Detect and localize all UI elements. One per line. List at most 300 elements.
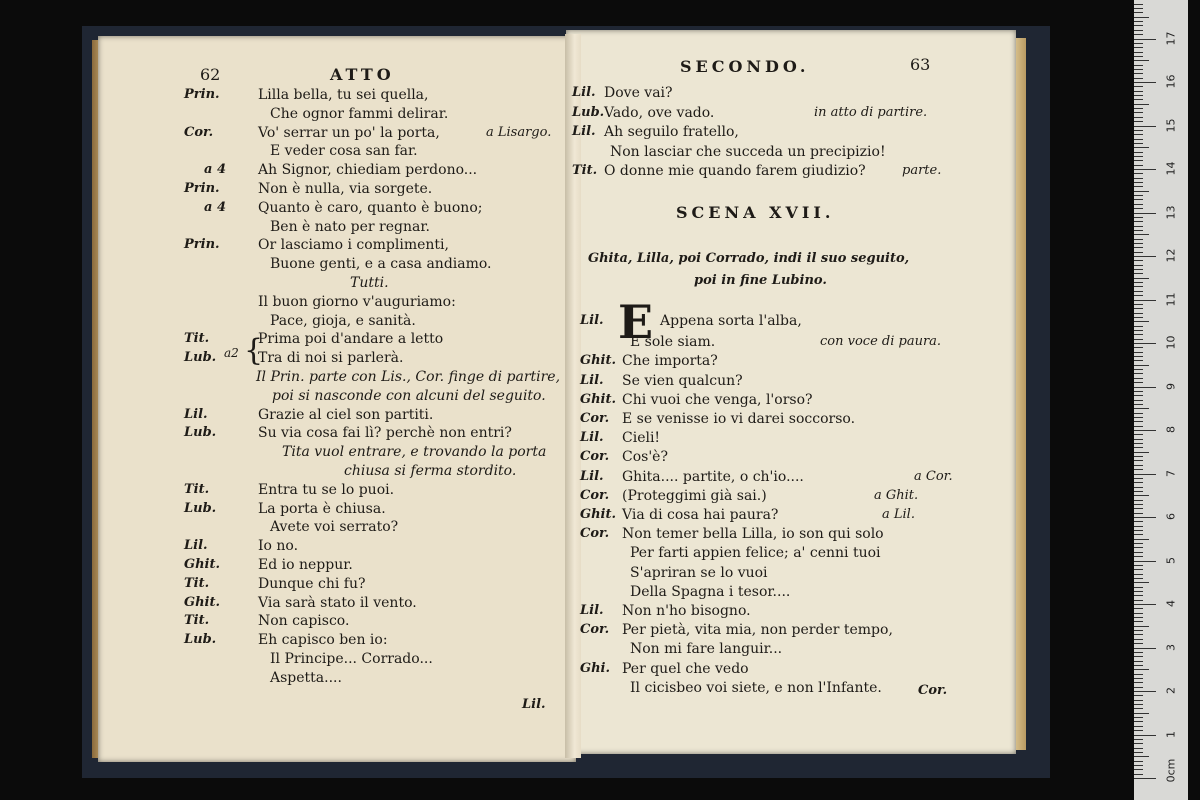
ruler-tick (1134, 143, 1143, 144)
ruler-tick (1134, 430, 1156, 431)
ruler-tick (1134, 704, 1143, 705)
ruler-tick (1134, 230, 1143, 231)
ruler-tick (1134, 595, 1143, 596)
verse-line: Quanto è caro, quanto è buono; (258, 199, 483, 216)
verse-line: Per farti appien felice; a' cenni tuoi (630, 545, 881, 562)
ruler-tick (1134, 739, 1143, 740)
ruler-tick (1134, 56, 1143, 57)
verse-line: Ben è nato per regnar. (270, 218, 430, 235)
drop-cap-letter: E (618, 295, 654, 349)
ruler-number: 5 (1164, 556, 1178, 564)
ruler-tick (1134, 339, 1143, 340)
ruler-tick (1134, 17, 1149, 18)
verse-line: (Proteggimi già sai.) (622, 487, 767, 504)
ruler-tick (1134, 743, 1143, 744)
verse-line: Entra tu se lo puoi. (258, 481, 395, 498)
ruler-tick (1134, 330, 1143, 331)
ruler-tick (1134, 256, 1156, 257)
ruler-tick (1134, 134, 1143, 135)
verse-line: poi si nasconde con alcuni del seguito. (272, 387, 546, 404)
speaker-label: Lil. (580, 468, 604, 484)
ruler-tick (1134, 491, 1143, 492)
ruler-tick (1134, 165, 1143, 166)
ruler-tick (1134, 387, 1156, 388)
ruler-tick (1134, 408, 1149, 409)
verse-line: Per quel che vedo (622, 660, 749, 677)
ruler-tick (1134, 469, 1143, 470)
ruler-tick (1134, 365, 1149, 366)
ruler-tick (1134, 273, 1143, 274)
ruler-tick (1134, 474, 1156, 475)
verse-line: Pace, gioja, e sanità. (270, 312, 416, 329)
ruler-tick (1134, 447, 1143, 448)
ruler-tick (1134, 774, 1143, 775)
ruler-tick (1134, 39, 1156, 40)
ruler-tick (1134, 291, 1143, 292)
ruler-tick (1134, 43, 1143, 44)
ruler-tick (1134, 247, 1143, 248)
ruler-tick (1134, 308, 1143, 309)
ruler-tick (1134, 152, 1143, 153)
ruler-tick (1134, 356, 1143, 357)
ruler-tick (1134, 669, 1149, 670)
ruler-tick (1134, 526, 1143, 527)
ruler-tick (1134, 695, 1143, 696)
ruler-tick (1134, 334, 1143, 335)
speaker-label: Tit. (184, 481, 210, 497)
speaker-label: Ghit. (184, 557, 221, 572)
left-catchword: Lil. (522, 697, 546, 712)
ruler-tick (1134, 147, 1149, 148)
speaker-label: Cor. (580, 411, 610, 426)
verse-line: Tra di noi si parlerà. (258, 350, 404, 367)
speaker-label: Lil. (580, 313, 604, 328)
ruler-tick (1134, 82, 1156, 83)
verse-line: Dove vai? (604, 85, 673, 101)
ruler-tick (1134, 65, 1143, 66)
verse-line: Or lasciamo i complimenti, (258, 237, 449, 254)
ruler-tick (1134, 186, 1143, 187)
speaker-label: Lil. (572, 85, 596, 100)
ruler-tick (1134, 508, 1143, 509)
ruler-tick (1134, 347, 1143, 348)
ruler-tick (1134, 78, 1143, 79)
ruler-tick (1134, 482, 1143, 483)
ruler-tick (1134, 565, 1143, 566)
verse-line: Grazie al ciel son partiti. (258, 406, 434, 423)
ruler-tick (1134, 500, 1143, 501)
ruler-tick (1134, 243, 1143, 244)
verse-line: Io no. (258, 538, 299, 555)
ruler-tick (1134, 173, 1143, 174)
ruler-tick (1134, 556, 1143, 557)
speaker-label: Lub. (184, 500, 217, 516)
ruler-tick (1134, 239, 1143, 240)
ruler-tick (1134, 752, 1143, 753)
ruler-tick (1134, 265, 1143, 266)
ruler-tick (1134, 426, 1143, 427)
stage-direction: con voce di paura. (820, 334, 942, 350)
ruler-tick (1134, 443, 1143, 444)
speaker-label: Ghit. (184, 594, 221, 610)
ruler-tick (1134, 404, 1143, 405)
speaker-label: Tit. (184, 331, 210, 347)
ruler-tick (1134, 521, 1143, 522)
verse-line: Il cicisbeo voi siete, e non l'Infante. (630, 679, 882, 696)
ruler-tick (1134, 221, 1143, 222)
ruler-tick (1134, 313, 1143, 314)
verse-line: Lilla bella, tu sei quella, (258, 87, 429, 103)
ruler-tick (1134, 195, 1143, 196)
ruler-tick (1134, 530, 1143, 531)
ruler-tick (1134, 608, 1143, 609)
speaker-label: Lub. (572, 104, 605, 120)
verse-line: Prima poi d'andare a letto (258, 331, 444, 348)
speaker-label: Cor. (580, 487, 610, 503)
left-page-number: 62 (200, 65, 221, 84)
speaker-label: Ghit. (580, 353, 617, 369)
brace-symbol: { (244, 333, 264, 368)
ruler-tick (1134, 191, 1149, 192)
ruler-tick (1134, 761, 1143, 762)
speaker-label: Cor. (184, 124, 214, 140)
ruler-tick (1134, 95, 1143, 96)
ruler-tick (1134, 626, 1149, 627)
verse-line: Non è nulla, via sorgete. (258, 181, 433, 197)
verse-line: Via sarà stato il vento. (258, 594, 417, 611)
verse-line: Via di cosa hai paura? (622, 507, 779, 523)
ruler-tick (1134, 721, 1143, 722)
ruler-tick (1134, 99, 1143, 100)
ruler-unit-label: 0cm (1164, 758, 1178, 783)
ruler-tick (1134, 382, 1143, 383)
ruler-tick (1134, 569, 1143, 570)
ruler-tick (1134, 126, 1156, 127)
verse-line: Chi vuoi che venga, l'orso? (622, 391, 813, 408)
verse-line: Appena sorta l'alba, (660, 313, 802, 329)
ruler-tick (1134, 574, 1143, 575)
ruler-tick (1134, 369, 1143, 370)
ruler-number: 6 (1164, 513, 1178, 520)
ruler-tick (1134, 400, 1143, 401)
ruler-tick (1134, 765, 1143, 766)
ruler-number: 16 (1164, 74, 1178, 89)
ruler-tick (1134, 69, 1143, 70)
ruler-tick (1134, 613, 1143, 614)
speaker-label: Lil. (184, 406, 208, 422)
ruler-tick (1134, 169, 1156, 170)
ruler-tick (1134, 756, 1149, 757)
ruler-tick (1134, 656, 1143, 657)
ruler-tick (1134, 578, 1143, 579)
ruler-tick (1134, 600, 1143, 601)
ruler-tick (1134, 112, 1143, 113)
verse-line: Per pietà, vita mia, non perder tempo, (622, 622, 893, 639)
ruler-number: 12 (1164, 248, 1178, 263)
ruler-number: 3 (1164, 643, 1178, 651)
scene-description-line-2: poi in fine Lubino. (694, 273, 827, 288)
ruler-tick (1134, 321, 1149, 322)
right-catchword: Cor. (918, 683, 948, 698)
speaker-label: Prin. (184, 87, 220, 102)
ruler-tick (1134, 604, 1156, 605)
ruler-tick (1134, 630, 1143, 631)
ruler-tick (1134, 52, 1143, 53)
ruler-tick (1134, 674, 1143, 675)
ruler-tick (1134, 517, 1156, 518)
ruler-tick (1134, 587, 1143, 588)
ruler-tick (1134, 726, 1143, 727)
verse-line: Il Prin. parte con Lis., Cor. finge di partire, (256, 369, 561, 385)
ruler-tick (1134, 504, 1143, 505)
verse-line: Buone genti, e a casa andiamo. (270, 256, 492, 273)
ruler-tick (1134, 21, 1143, 22)
speaker-label: Lil. (580, 430, 604, 446)
ruler-tick (1134, 182, 1143, 183)
speaker-label: Tit. (184, 613, 210, 629)
ruler-tick (1134, 343, 1156, 344)
ruler-tick (1134, 4, 1143, 5)
ruler-tick (1134, 691, 1156, 692)
ruler-tick (1134, 639, 1143, 640)
ruler-number: 8 (1164, 426, 1178, 433)
ruler-number: 14 (1164, 161, 1178, 176)
verse-line: Cieli! (622, 430, 661, 447)
verse-line: Avete voi serrato? (270, 519, 399, 536)
ruler-tick (1134, 591, 1143, 592)
speaker-label: Tit. (572, 163, 598, 178)
ruler-tick (1134, 326, 1143, 327)
ruler-tick (1134, 652, 1143, 653)
ruler-tick (1134, 513, 1143, 514)
ruler-tick (1134, 391, 1143, 392)
ruler-tick (1134, 199, 1143, 200)
speaker-label: Lil. (572, 124, 596, 139)
verse-line: S'apriran se lo vuoi (630, 564, 768, 581)
ruler-tick (1134, 487, 1143, 488)
ruler-number: 7 (1164, 469, 1178, 477)
verse-line: Non temer bella Lilla, io son qui solo (622, 526, 884, 543)
verse-line: Ah seguilo fratello, (604, 124, 739, 140)
speaker-label: Ghi. (580, 660, 611, 676)
stage-direction: a Cor. (914, 468, 953, 484)
ruler-tick (1134, 778, 1156, 779)
ruler-tick (1134, 360, 1143, 361)
speaker-label: Prin. (184, 181, 220, 196)
verse-line: Non mi fare languir... (630, 641, 783, 658)
ruler-tick (1134, 547, 1143, 548)
ruler-tick (1134, 252, 1143, 253)
speaker-label: Cor. (580, 622, 610, 638)
verse-line: E veder cosa san far. (270, 143, 418, 160)
ruler-tick (1134, 452, 1149, 453)
ruler-tick (1134, 378, 1143, 379)
ruler-number: 2 (1164, 687, 1178, 694)
ruler-tick (1134, 643, 1143, 644)
ruler-number: 11 (1164, 292, 1178, 306)
ruler-tick (1134, 634, 1143, 635)
ruler-tick (1134, 295, 1143, 296)
verse-line: Se vien qualcun? (622, 372, 743, 389)
ruler-tick (1134, 91, 1143, 92)
ruler-tick (1134, 282, 1143, 283)
ruler-tick (1134, 413, 1143, 414)
ruler-tick (1134, 304, 1143, 305)
verse-line: Vado, ove vado. (604, 104, 715, 121)
ruler-tick (1134, 561, 1156, 562)
speaker-label: Cor. (580, 526, 610, 542)
ruler-tick (1134, 717, 1143, 718)
scene-description-line-1: Ghita, Lilla, poi Corrado, indi il suo seguito, (588, 251, 910, 266)
ruler-tick (1134, 226, 1143, 227)
ruler-tick (1134, 160, 1143, 161)
ruler-tick (1134, 534, 1143, 535)
ruler-number: 15 (1164, 118, 1178, 132)
ruler-tick (1134, 260, 1143, 261)
verse-line: Vo' serrar un po' la porta, (258, 124, 440, 141)
ruler-number: 17 (1164, 31, 1178, 45)
ruler-tick (1134, 130, 1143, 131)
verse-line: chiusa si ferma stordito. (344, 463, 517, 479)
ruler-tick (1134, 460, 1143, 461)
speaker-label: Ghit. (580, 391, 617, 407)
ruler-tick (1134, 456, 1143, 457)
ruler-tick (1134, 217, 1143, 218)
verse-line: Ed io neppur. (258, 557, 353, 573)
ruler-tick (1134, 373, 1143, 374)
verse-line: Aspetta.... (270, 669, 342, 686)
measurement-ruler (1134, 0, 1188, 800)
ruler-tick (1134, 30, 1143, 31)
ruler-tick (1134, 648, 1156, 649)
speaker-label: Lub. (184, 632, 217, 648)
verse-line: E sole siam. (630, 334, 716, 351)
speaker-label: Cor. (580, 449, 610, 465)
verse-line: Su via cosa fai lì? perchè non entri? (258, 425, 512, 442)
ruler-tick (1134, 735, 1156, 736)
verse-line: Il buon giorno v'auguriamo: (258, 293, 456, 310)
ruler-tick (1134, 700, 1143, 701)
ruler-tick (1134, 543, 1143, 544)
ruler-tick (1134, 478, 1143, 479)
ruler-number: 13 (1164, 205, 1178, 219)
ruler-tick (1134, 8, 1143, 9)
verse-line: Non n'ho bisogno. (622, 603, 751, 619)
ruler-tick (1134, 139, 1143, 140)
book-gutter (565, 34, 581, 758)
ruler-tick (1134, 730, 1143, 731)
ruler-tick (1134, 47, 1143, 48)
ruler-number: 9 (1164, 382, 1178, 390)
ruler-tick (1134, 421, 1143, 422)
verse-line: La porta è chiusa. (258, 500, 386, 517)
ruler-tick (1134, 621, 1143, 622)
ruler-tick (1134, 121, 1143, 122)
verse-line: Tita vuol entrare, e trovando la porta (282, 444, 547, 461)
ruler-tick (1134, 213, 1156, 214)
ruler-tick (1134, 417, 1143, 418)
ruler-tick (1134, 104, 1149, 105)
ruler-tick (1134, 352, 1143, 353)
verse-line: Tutti. (350, 275, 389, 291)
speaker-label: Lil. (580, 372, 604, 388)
speaker-label: Ghit. (580, 507, 617, 522)
ruler-tick (1134, 178, 1143, 179)
stage-direction: a Lisargo. (486, 124, 552, 140)
ruler-tick (1134, 395, 1143, 396)
ruler-tick (1134, 204, 1143, 205)
ruler-tick (1134, 234, 1149, 235)
speaker-label: Lil. (580, 603, 604, 618)
stage-direction: parte. (902, 163, 942, 178)
a2-marker: a2 (224, 346, 239, 360)
verse-line: Il Principe... Corrado... (270, 651, 433, 667)
verse-line: Che importa? (622, 353, 718, 370)
ruler-tick (1134, 617, 1143, 618)
ruler-tick (1134, 439, 1143, 440)
ruler-tick (1134, 495, 1149, 496)
verse-line: O donne mie quando farem giudizio? (604, 163, 866, 179)
ruler-tick (1134, 687, 1143, 688)
ruler-number: 4 (1164, 600, 1178, 607)
ruler-tick (1134, 582, 1149, 583)
speaker-label: Tit. (184, 575, 210, 591)
verse-line: Della Spagna i tesor.... (630, 583, 791, 600)
stage-direction: a Lil. (882, 507, 915, 522)
ruler-tick (1134, 117, 1143, 118)
speaker-label: a 4 (204, 162, 226, 178)
verse-line: Eh capisco ben io: (258, 632, 388, 649)
ruler-tick (1134, 552, 1143, 553)
ruler-tick (1134, 86, 1143, 87)
ruler-tick (1134, 465, 1143, 466)
ruler-tick (1134, 300, 1156, 301)
ruler-tick (1134, 713, 1149, 714)
ruler-tick (1134, 678, 1143, 679)
verse-line: Ah Signor, chiediam perdono... (258, 162, 478, 179)
verse-line: Dunque chi fu? (258, 575, 366, 592)
stage-direction: in atto di partire. (814, 104, 928, 120)
ruler-tick (1134, 25, 1143, 26)
ruler-tick (1134, 60, 1149, 61)
ruler-tick (1134, 208, 1143, 209)
ruler-tick (1134, 317, 1143, 318)
verse-line: Ghita.... partite, o ch'io.... (622, 468, 804, 485)
verse-line: Cos'è? (622, 449, 668, 466)
scene-title: SCENA XVII. (676, 203, 835, 222)
ruler-number: 10 (1164, 335, 1178, 350)
speaker-label: Lil. (184, 538, 208, 554)
ruler-tick (1134, 434, 1143, 435)
ruler-tick (1134, 156, 1143, 157)
ruler-tick (1134, 769, 1143, 770)
speaker-label: Lub. (184, 425, 217, 441)
verse-line: Non lasciar che succeda un precipizio! (610, 143, 886, 160)
verse-line: Che ognor fammi delirar. (270, 105, 449, 122)
ruler-number: 1 (1164, 730, 1178, 738)
stage-direction: a Ghit. (874, 487, 919, 503)
left-page-header: ATTO (330, 65, 395, 84)
ruler-tick (1134, 748, 1143, 749)
right-page-header: SECONDO. (680, 57, 810, 76)
speaker-label: a 4 (204, 199, 226, 215)
ruler-tick (1134, 269, 1143, 270)
ruler-tick (1134, 278, 1149, 279)
verse-line: Non capisco. (258, 613, 350, 630)
verse-line: E se venisse io vi darei soccorso. (622, 411, 856, 427)
ruler-tick (1134, 108, 1143, 109)
ruler-tick (1134, 539, 1149, 540)
